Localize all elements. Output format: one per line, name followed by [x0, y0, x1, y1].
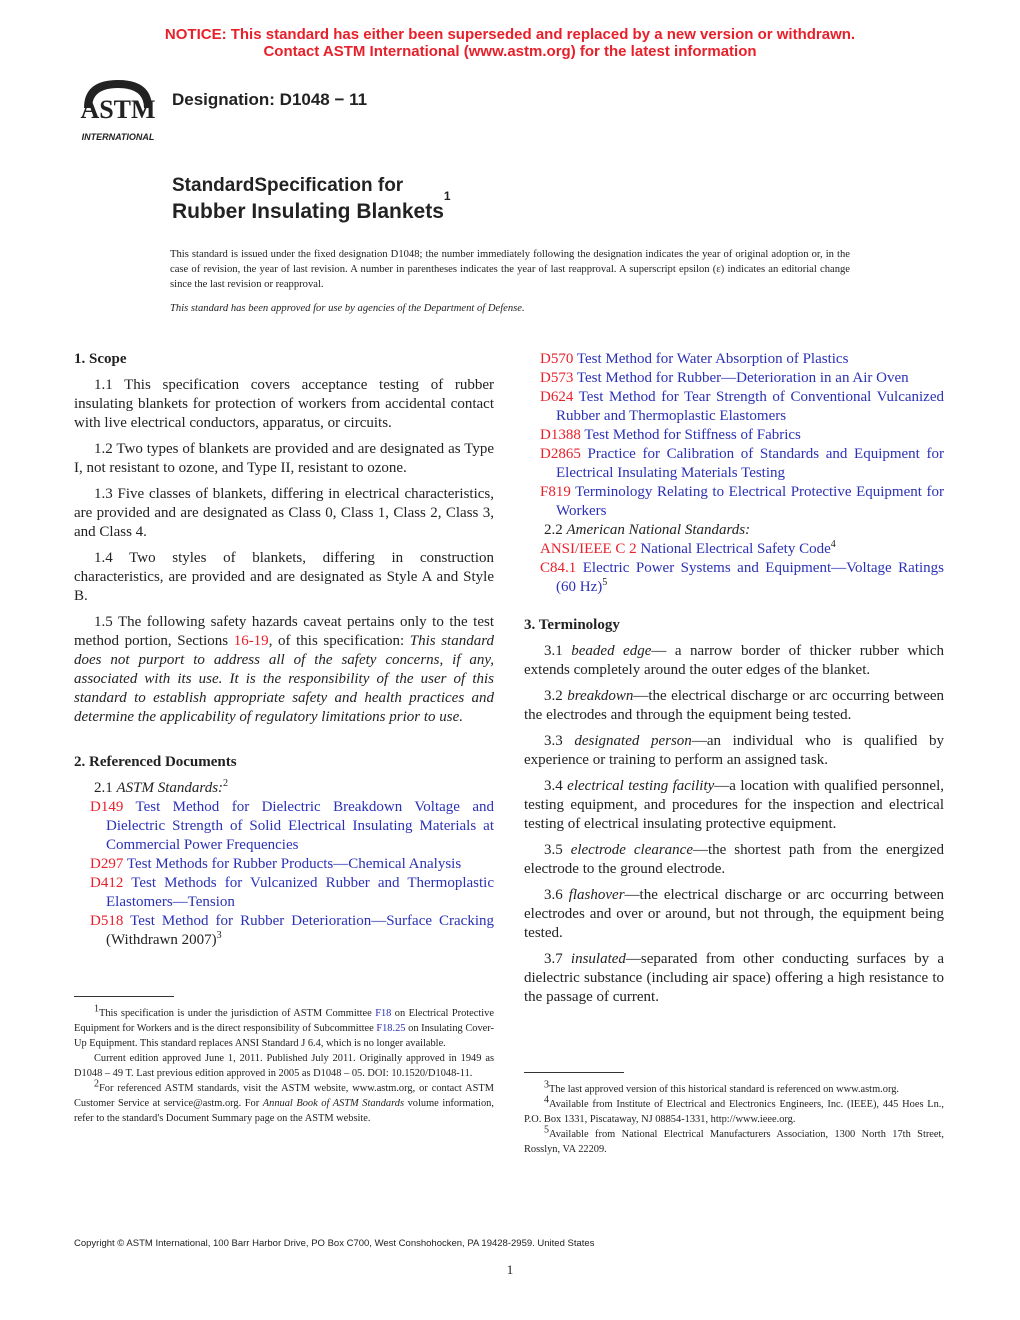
ref-d518[interactable]	[74, 912, 494, 950]
ref-code[interactable]: D573	[540, 370, 574, 386]
astm-standards-fn: 2	[223, 778, 229, 789]
ans-standards-num: 2.2	[544, 522, 567, 538]
fn3-text: The last approved version of this historical standard is referenced on www.astm.org.	[549, 1084, 900, 1095]
scope-1-1: 1.1 This specification covers acceptance testing of rubber insulating blankets for protection of workers from accidental contact with live electrical conductors, apparatus, or circuits.	[74, 377, 494, 431]
ref-code[interactable]: D2865	[540, 446, 581, 462]
fn-mark: 1	[94, 1003, 99, 1015]
term-name: breakdown	[567, 688, 634, 704]
scope-heading: 1. Scope	[74, 351, 127, 367]
term-name: insulated	[570, 951, 626, 967]
ref-d573[interactable]	[524, 369, 944, 388]
term-num: 3.3	[544, 733, 575, 749]
ans-standards-label	[524, 521, 944, 540]
fn-mark: 3	[544, 1079, 549, 1091]
term-3-6	[524, 886, 944, 943]
ref-d1388[interactable]	[524, 426, 944, 445]
terminology-heading: 3. Terminology	[524, 617, 620, 633]
ref-code[interactable]: D297	[90, 856, 124, 872]
dod-note: This standard has been approved for use by agencies of the Department of Defense.	[170, 303, 525, 314]
ref-title[interactable]: Test Method for Stiffness of Fabrics	[584, 427, 801, 443]
title-line-2	[172, 189, 451, 226]
term-name: electrical testing facility	[567, 778, 715, 794]
scope-1-4: 1.4 Two styles of blankets, differing in construction characteristics, are provided and are designated as Style A and Style B.	[74, 550, 494, 604]
ref-title[interactable]: Test Method for Rubber—Deterioration in an Air Oven	[576, 370, 909, 386]
scope-1-5	[74, 613, 494, 727]
fn2-italic: Annual Book of ASTM Standards	[262, 1098, 405, 1109]
term-def: —the electrical discharge or arc occurring between the electrodes and through the equipment being tested.	[524, 688, 945, 723]
document-title	[172, 174, 451, 226]
ref-code[interactable]: ANSI/IEEE C 2	[540, 541, 637, 557]
title-line-1: StandardSpecification for	[172, 175, 404, 196]
footnote-1	[74, 1003, 494, 1051]
footnotes-right	[524, 1079, 944, 1157]
footnote-mark-5: 5	[602, 577, 608, 588]
safety-caveat: This standard does not purport to address all of the safety concerns, if any, associated with its use. It is the responsibility of the user of this standard to establish appropriate safety and health practices and determine the applicability of regulatory limitations prior to use.	[74, 633, 495, 725]
term-3-2	[524, 687, 944, 725]
ref-title[interactable]: Test Method for Water Absorption of Plastics	[576, 351, 849, 367]
term-3-3	[524, 732, 944, 770]
footnote-2	[74, 1078, 494, 1126]
ref-ansi-c2[interactable]	[524, 540, 944, 559]
term-3-4	[524, 777, 944, 834]
term-3-5	[524, 841, 944, 879]
ref-title[interactable]: Test Methods for Rubber Products—Chemical Analysis	[126, 856, 462, 872]
ref-code[interactable]: D570	[540, 351, 574, 367]
withdrawal-notice	[0, 26, 1020, 60]
footnote-mark-3: 3	[216, 930, 222, 941]
fn5-text: Available from National Electrical Manufacturers Association, 1300 North 17th Street, Rosslyn, VA 22209.	[524, 1129, 944, 1155]
ref-d570[interactable]	[524, 350, 944, 369]
ref-d624[interactable]	[524, 388, 944, 426]
ref-title[interactable]: Terminology Relating to Electrical Protective Equipment for Workers	[556, 484, 944, 519]
refdocs-heading: 2. Referenced Documents	[74, 754, 237, 770]
ref-code[interactable]: D624	[540, 389, 574, 405]
term-3-7	[524, 950, 944, 1007]
scope-1-5-mid: , of this specification:	[268, 633, 410, 649]
left-column	[74, 350, 494, 950]
ref-d2865[interactable]	[524, 445, 944, 483]
right-column	[524, 350, 944, 1007]
footnote-5	[524, 1124, 944, 1157]
astm-logo-icon	[74, 74, 162, 144]
footnote-4	[524, 1094, 944, 1127]
footnotes-left	[74, 1003, 494, 1126]
term-def: —the electrical discharge or arc occurring between electrodes and over or around, but not through, the equipment being tested.	[524, 887, 945, 941]
term-def: —a location with qualified personnel, testing equipment, and procedures for the inspection and electrical testing of electrical insulating protective equipment.	[524, 778, 944, 832]
term-num: 3.1	[544, 643, 572, 659]
ref-title[interactable]: Test Methods for Vulcanized Rubber and Thermoplastic Elastomers—Tension	[106, 875, 495, 910]
term-def: —an individual who is qualified by experience or training to perform an assigned task.	[524, 733, 945, 768]
scope-1-5-text: 1.5 The following safety hazards caveat pertains only to the test method portion, Sections	[74, 614, 494, 649]
issued-note: This standard is issued under the fixed designation D1048; the number immediately following the designation indicates the year of original adoption or, in the case of revision, the year of last revision. A number in parentheses indicates the year of last reapproval. A superscript epsilon (ε) indicates an editorial change since the last revision or reapproval.	[170, 249, 850, 290]
designation: Designation: D1048 − 11	[172, 90, 368, 109]
fn1-mid: on Electrical Protective Equipment for Workers and is the direct responsibility of Subcommittee	[74, 1008, 494, 1034]
scope-1-2: 1.2 Two types of blankets are provided and are designated as Type I, not resistant to ozone, and Type II, resistant to ozone.	[74, 441, 494, 476]
ref-d297[interactable]	[74, 855, 494, 874]
ref-code[interactable]: F819	[540, 484, 571, 500]
term-def: —separated from other conducting surfaces by a dielectric substance (including air space) offering a high resistance to the passage of current.	[524, 951, 944, 1005]
fn2-post: volume information, refer to the standard's Document Summary page on the ASTM website.	[74, 1098, 494, 1124]
sections-link[interactable]: 16-19	[233, 633, 269, 649]
copyright-line: Copyright © ASTM International, 100 Barr Harbor Drive, PO Box C700, West Conshohocken, PA 19428-2959. United States	[74, 1238, 595, 1249]
ref-code[interactable]: D149	[90, 799, 124, 815]
ref-title[interactable]: National Electrical Safety Code	[640, 541, 831, 557]
ref-code[interactable]: D1388	[540, 427, 581, 443]
term-3-1	[524, 642, 944, 680]
ref-code[interactable]: D518	[90, 913, 124, 929]
fn-mark: 2	[94, 1078, 99, 1090]
ref-title[interactable]: Test Method for Dielectric Breakdown Voltage and Dielectric Strength of Solid Electrical Insulating Materials at Commercial Power Frequencies	[106, 799, 494, 853]
term-num: 3.4	[544, 778, 568, 794]
committee-f18-link[interactable]: F18	[375, 1008, 392, 1019]
notice-line-1: NOTICE: This standard has either been superseded and replaced by a new version or withdrawn.	[164, 26, 856, 43]
ref-title[interactable]: Practice for Calibration of Standards and Equipment for Electrical Insulating Materials Testing	[556, 446, 944, 481]
ref-title[interactable]: Electric Power Systems and Equipment—Voltage Ratings (60 Hz)	[556, 560, 944, 595]
title-footnote-mark: 1	[443, 189, 451, 203]
term-num: 3.7	[544, 951, 571, 967]
footnote-rule-left	[74, 996, 174, 997]
edition-note: Current edition approved June 1, 2011. Published July 2011. Originally approved in 1949 as D1048 – 49 T. Last previous edition approved in 2005 as D1048 – 05. DOI: 10.1520/D1048-11.	[74, 1053, 494, 1079]
term-num: 3.5	[544, 842, 571, 858]
term-name: electrode clearance	[570, 842, 694, 858]
ref-f819[interactable]	[524, 483, 944, 521]
ref-title[interactable]: Test Method for Tear Strength of Conventional Vulcanized Rubber and Thermoplastic Elastomers	[556, 389, 944, 424]
fn-mark: 4	[544, 1094, 549, 1106]
astm-standards-label	[74, 779, 494, 798]
ref-code[interactable]: D412	[90, 875, 124, 891]
logo-mark-text: ASTM	[80, 95, 156, 124]
term-def: —the shortest path from the energized electrode to the ground electrode.	[524, 842, 944, 877]
footnote-3	[524, 1079, 944, 1097]
term-name: designated person	[574, 733, 692, 749]
term-num: 3.2	[544, 688, 568, 704]
astm-standards-text: ASTM Standards:	[116, 780, 224, 796]
ref-c84-1[interactable]	[524, 559, 944, 597]
term-num: 3.6	[544, 887, 569, 903]
ans-standards-text: American National Standards:	[566, 522, 751, 538]
term-name: beaded edge	[571, 643, 652, 659]
scope-1-3: 1.3 Five classes of blankets, differing in electrical characteristics, are provided and are designated as Class 0, Class 1, Class 2, Class 3, and Class 4.	[74, 486, 494, 540]
astm-standards-num: 2.1	[94, 780, 117, 796]
subcommittee-link[interactable]: F18.25	[376, 1023, 406, 1034]
footnote-mark-4: 4	[830, 539, 836, 550]
ref-code[interactable]: C84.1	[540, 560, 577, 576]
ref-d412[interactable]	[74, 874, 494, 912]
fn4-text: Available from Institute of Electrical and Electronics Engineers, Inc. (IEEE), 445 Hoes Ln., P.O. Box 1331, Piscataway, NJ 08854-1331, http://www.ieee.org.	[524, 1099, 944, 1125]
fn2-text: For referenced ASTM standards, visit the ASTM website, www.astm.org, or contact ASTM Customer Service at service@astm.org. For	[74, 1083, 494, 1109]
term-def: — a narrow border of thicker rubber which extends completely around the outer edges of the blanket.	[524, 643, 945, 678]
ref-title[interactable]: Test Method for Rubber Deterioration—Surface Cracking	[130, 913, 495, 929]
title-text: Rubber Insulating Blankets	[172, 200, 444, 223]
ref-d149[interactable]	[74, 798, 494, 855]
footnote-rule-right	[524, 1072, 624, 1073]
page-number: 1	[506, 1262, 514, 1277]
withdrawn-note: (Withdrawn 2007)	[106, 932, 217, 948]
fn-mark: 5	[544, 1124, 549, 1136]
logo-sub-text: INTERNATIONAL	[81, 132, 155, 142]
fn1-text: This specification is under the jurisdiction of ASTM Committee	[99, 1008, 376, 1019]
fn1-post: on Insulating Cover-Up Equipment. This standard replaces ANSI Standard J 6.4, which is no longer available.	[74, 1023, 494, 1049]
notice-line-2: Contact ASTM International (www.astm.org) for the latest information	[263, 43, 757, 60]
term-name: flashover	[568, 887, 625, 903]
